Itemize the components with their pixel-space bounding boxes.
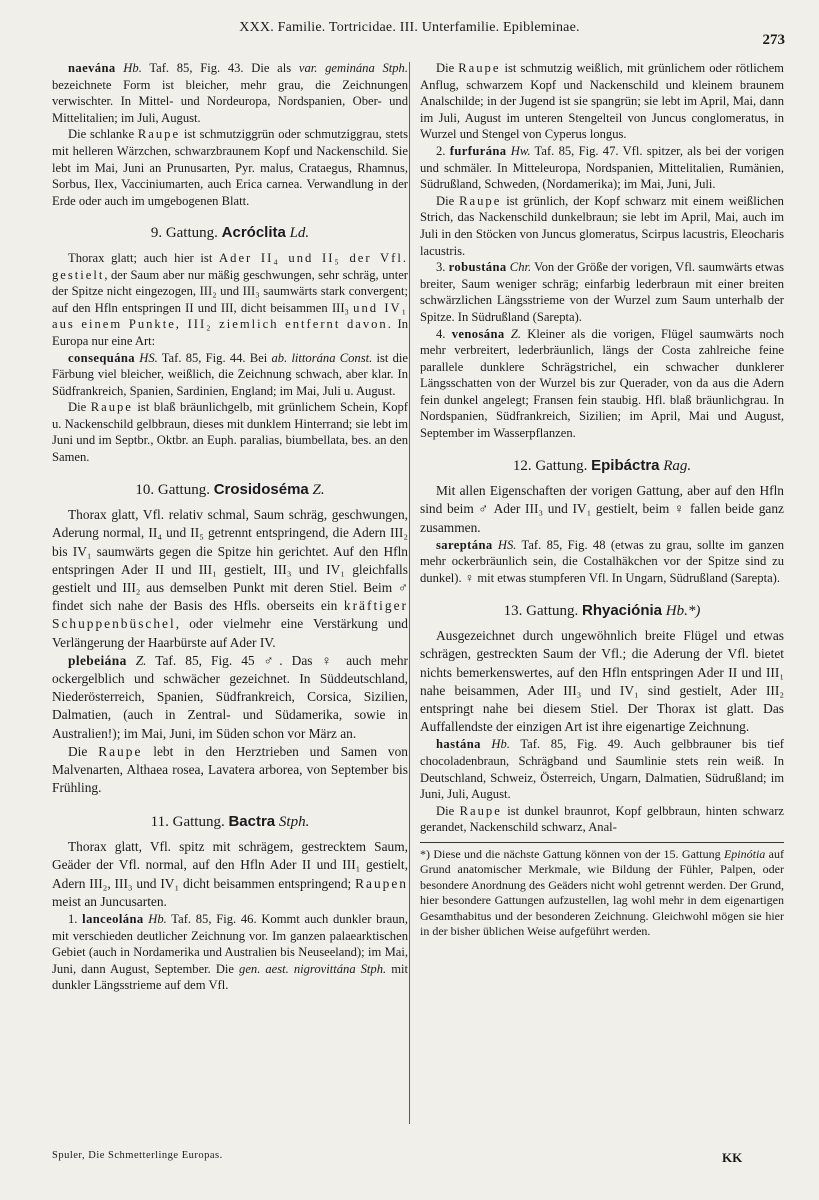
genus-11-description: Thorax glatt, Vfl. spitz mit schrägem, gestrecktem Saum, Geäder der Vfl. normal, auf den Hfln Ader II und III₁ gestielt, Adern III₂, III₃ und IV₁ dicht beisammen entspringend; Raupen meist an Juncusarten. [52, 839, 408, 909]
genus-heading-12: 12. Gattung. Epibáctra Rag. [512, 456, 692, 474]
genus-heading-9: 9. Gattung. Acróclita Ld. [150, 224, 310, 242]
lanceolana-paragraph: 1. lanceolána Hb. Taf. 85, Fig. 46. Kommt auch dunkler braun, mit verschieden deutlicher Zeichnung vor. Im ganzen palaearktischen Gebiet (auch in Nordamerika und Australien bis Neuseeland); im Mai, Juni, dann August, September. Die gen. aest. nigrovittána Stph. mit dunkler Längsstrieme auf dem Vfl. [52, 911, 408, 993]
column-rule [409, 62, 410, 1124]
venosana-paragraph: 4. venosána Z. Kleiner als die vorigen, Flügel saumwärts noch mehr verbreitert, lederbräunlich, längs der Costa zahlreiche feine parallele dunklere Schrägstrichel, ein schwacher dunklerer Längsschatten von der Wurzel bis zur Querader, von da aus die Adern fein dunkel angelegt; Fransen fein staubig. Hfl. blaß bräunlichgrau. In Nordspanien, Südfrankreich, Sizilien; im April, Mai und August, September im Wasserpflanzen. [420, 326, 784, 441]
plebeiana-larva-paragraph: Die Raupe lebt in den Herztrieben und Samen von Malvenarten, Althaea rosea, Lavatera arborea, von September bis Frühling. [52, 743, 408, 796]
furfurana-paragraph: 2. furfurána Hw. Taf. 85, Fig. 47. Vfl. spitzer, als bei der vorigen und schmäler. In Mitteleuropa, Nordspanien, Mittelitalien, Rumänien, Südrußland, Schweden, (Nordamerika); im Mai, Juni, Juli. [420, 143, 785, 192]
lanceolana-larva-paragraph: Die Raupe ist schmutzig weißlich, mit grünlichem oder rötlichem Anflug, schwarzem Kopf und Nackenschild und kleinem braunem Analschilde; in der Jugend ist sie spangrün; sie lebt im April, Mai, dann im Juli, August im unteren Stengelteil von Juncus conglomeratus, in Wurzel und Stengel von Cyperus longus. [420, 61, 784, 142]
hastana-paragraph: hastána Hb. Taf. 85, Fig. 49. Auch gelbbrauner bis tief chocoladenbraun, Schrägband und Saumlinie stets rein weiß. In Deutschland, Schweiz, Österreich, Ungarn, Dalmatien, Südrußland; im Juni, Juli, August. [420, 737, 785, 802]
right-column [420, 60, 784, 939]
consequana-paragraph: consequána HS. Taf. 85, Fig. 44. Bei ab. littorána Const. ist die Färbung viel bleicher, weißlich, die Zeichnung schwach, aber klar. In Südfrankreich, Spanien, Sardinien, England; im Mai, Juli u. August. [52, 350, 408, 398]
page-number: 273 [762, 32, 785, 48]
footnote: *) Diese und die nächste Gattung können von der 15. Gattung Epinótia auf Grund anatomischer Merkmale, wie Bildung der Fühler, Palpen, oder besondere Anordnung des Geäders nicht wohl getrennt werden. Der Grund, hier besondere Gattungen aufzustellen, lag wohl mehr in dem eigenartigen Gesamthabitus und der besonderen Zeichnung. Gleichwohl mögen sie hier in der bisher üblichen Weise aufgeführt werden. [420, 842, 784, 939]
genus-heading-13: 13. Gattung. Rhyaciónia Hb.*) [503, 601, 701, 619]
left-column [52, 60, 408, 994]
genus-9-description: Thorax glatt; auch hier ist Ader II₄ und II₅ der Vfl. gestielt, der Saum aber nur mäßig geschwungen, sehr schräg, unter der Spitze nicht eingezogen, III₂ und III₃ saumwärts stark convergent; auf den Hfln entspringen II und III, dicht beisammen III₃ und IV₁ aus einem Punkte, III₂ ziemlich entfernt davon. In Europa nur eine Art: [52, 250, 409, 348]
sareptana-paragraph: sareptána HS. Taf. 85, Fig. 48 (etwas zu grau, sollte im ganzen mehr ockerbräunlich sein, die Costalhäkchen vor der Spitze sind zu dunkel). ♀ mit etwas stumpferen Vfl. In Ungarn, Südrußland (Sarepta). [420, 537, 784, 586]
genus-10-description: Thorax glatt, Vfl. relativ schmal, Saum schräg, geschwungen, Aderung normal, II₄ und II₅ getrennt entspringend, die Adern III₂ bis IV₁ saumwärts gegen die Spitze hin gerichtet. Auf den Hfln entspringen Ader II und III₁ gestielt, III₃ und IV₁ gleichfalls gestielt und III₂ aus demselben Punkt mit deren Stiel. Beim ♂ findet sich nahe der Basis des Hfls. oberseits ein kräftiger Schuppenbüschel, oder vielmehr eine Verstärkung und Verlängerung der Haarbürste auf Ader IV. [52, 507, 408, 650]
consequana-larva-paragraph: Die Raupe ist blaß bräunlichgelb, mit grünlichem Schein, Kopf u. Nackenschild gelbbraun, dieses mit dunklem Hinterrand; sie lebt im Juni und im Septbr., Oktbr. an Euph. paralias, biumbellata, bes. an den Samen. [52, 400, 408, 465]
species-author: Hb. [123, 61, 142, 75]
hastana-larva-paragraph: Die Raupe ist dunkel braunrot, Kopf gelbbraun, hinten schwarz gerandet, Nackenschild schwarz, Anal- [420, 803, 784, 835]
robustana-paragraph: 3. robustána Chr. Von der Größe der vorigen, Vfl. saumwärts etwas breiter, Saum weniger schräg; einfarbig lederbraun mit einer breiten schwärzlichen Längsstrieme von der Wurzel zum Saum unterhalb der Spitze. In Südrußland (Sarepta). [420, 260, 784, 324]
plebeiana-paragraph: plebeiána Z. Taf. 85, Fig. 45 ♂. Das ♀ auch mehr ockergelblich und schwächer gezeichnet. In Süddeutschland, Niederösterreich, Spanien, Südfrankreich, Corsica, Sizilien, Dalmatien, (auch in Zentral- und Südamerika, sowie in Australien!); im Mai, Juni, im Süden schon vor März an. [52, 652, 408, 741]
genus-12-description: Mit allen Eigenschaften der vorigen Gattung, aber auf den Hfln sind beim ♂ Ader III₃ und IV₁ gestielt, beim ♀ fallen beide ganz zusammen. [420, 483, 784, 535]
furfurana-larva-paragraph: Die Raupe ist grünlich, der Kopf schwarz mit einem weißlichen Strich, das Nackenschild dunkelbraun; sie lebt im April, Mai, auch im Juli in den Stöcken von Juncus glomeratus, Scirpus lacustris, Eleocharis lacustris. [420, 193, 784, 258]
footer-source: Spuler, Die Schmetterlinge Europas. [52, 1150, 223, 1161]
genus-heading-11: 11. Gattung. Bactra Stph. [150, 812, 310, 830]
genus-heading-10: 10. Gattung. Crosidoséma Z. [135, 480, 325, 498]
species-name: naevána [68, 61, 116, 75]
naevana-larva-paragraph: Die schlanke Raupe ist schmutziggrün oder schmutziggrau, stets mit helleren Wärzchen, schwarzbraunem Kopf und Nackenschild. Sie lebt im Mai, Juni an Prunusarten, Pyr. malus, Crataegus, Rhamnus, Sorbus, Ilex, Vacciniumarten, auch Erica carnea. Verwandlung in der Erde oder auch im umgebogenen Blatt. [52, 127, 408, 208]
genus-13-description: Ausgezeichnet durch ungewöhnlich breite Flügel und etwas schrägen, gestreckten Saum der Vfl.; die Aderung der Vfl. bietet nichts bemerkenswertes, auf den Hfln entspringen Ader II und III₁ nahe beisammen, Ader III₃ und IV₁ sind gestielt, Ader III₂ entspringt nahe bei diesem Stiel. Der Thorax ist glatt. Das Auffallendste der einzigen Art ist ihre eigenartige Zeichnung. [420, 628, 784, 735]
running-head: XXX. Familie. Tortricidae. III. Unterfamilie. Epibleminae. [239, 20, 580, 35]
footer-signature: KK [722, 1150, 743, 1165]
naevana-paragraph: naevána Hb. Taf. 85, Fig. 43. Die als var. geminána Stph. bezeichnete Form ist bleicher, mehr grau, die Zeichnungen verwischter. In Mittel- und Nordeuropa, Nordspanien, Ober- und Mittelitalien; im Juli, August. [52, 61, 408, 125]
